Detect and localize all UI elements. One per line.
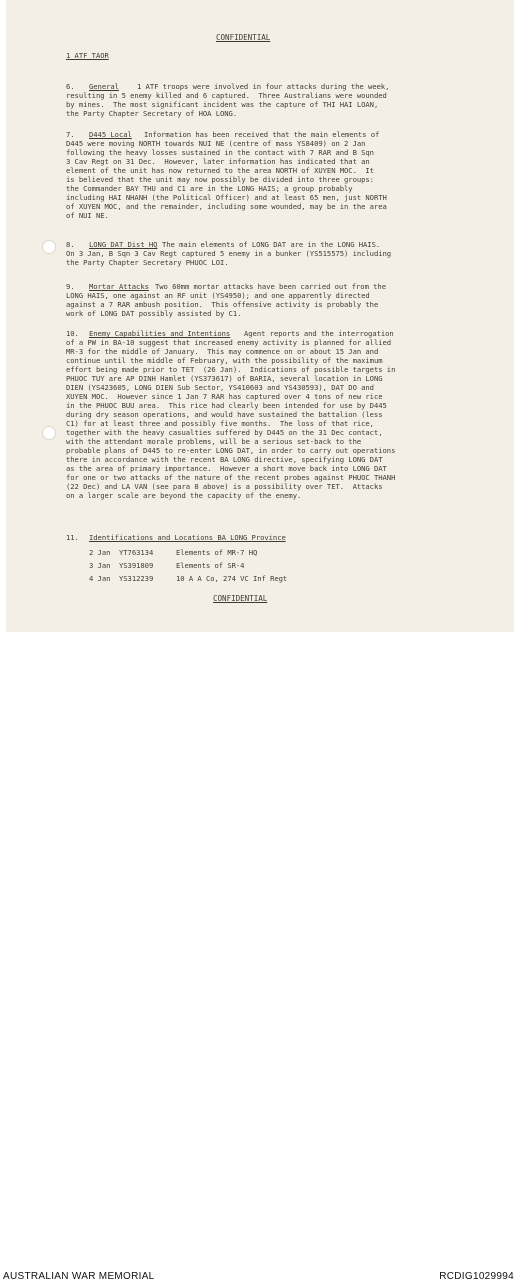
id-row-grid: YT763134 bbox=[119, 548, 154, 557]
para-10-line: MR-3 for the middle of January. This may commence on or about 15 Jan and bbox=[66, 347, 379, 356]
para-10-line: as the area of primary importance. However a short move back into LONG DAT bbox=[66, 464, 387, 473]
para-10-line: for one or two attacks of the nature of the recent probes against PHUOC THANH bbox=[66, 473, 396, 482]
para-10-line: continue until the middle of February, with the possibility of the maximum bbox=[66, 356, 383, 365]
para-10-line: effort being made prior to TET (26 Jan). Indications of possible targets in bbox=[66, 365, 396, 374]
para-11-heading: Identifications and Locations BA LONG Province bbox=[89, 533, 286, 542]
id-row-unit: Elements of SR-4 bbox=[176, 561, 245, 570]
para-10-line: probable plans of D445 to re-enter LONG DAT, in order to carry out operations bbox=[66, 446, 396, 455]
para-7-heading: D445 Local bbox=[89, 130, 132, 139]
institution-name: AUSTRALIAN WAR MEMORIAL bbox=[3, 1271, 155, 1282]
para-10-line: of a PW in BA-10 suggest that increased enemy activity is planned for allied bbox=[66, 338, 392, 347]
para-8-line: the Party Chapter Secretary PHUOC LOI. bbox=[66, 258, 229, 267]
para-9-line: work of LONG DAT possibly assisted by C1. bbox=[66, 309, 242, 318]
para-10-line: DIEN (YS423605, LONG DIEN Sub Sector, YS410603 and YS430593), DAT DO and bbox=[66, 383, 374, 392]
para-6-number: 6. bbox=[66, 82, 75, 91]
id-row-grid: YS391809 bbox=[119, 561, 154, 570]
para-9-heading: Mortar Attacks bbox=[89, 282, 149, 291]
para-7-line: element of the unit has now returned to the area NORTH of XUYEN MOC. It bbox=[66, 166, 374, 175]
para-10-line: XUYEN MOC. However since 1 Jan 7 RAR has captured over 4 tons of new rice bbox=[66, 392, 383, 401]
record-id: RCDIG1029994 bbox=[439, 1271, 514, 1282]
para-7-line: the Commander BAY THU and C1 are in the LONG HAIS; a group probably bbox=[66, 184, 353, 193]
para-7-line: following the heavy losses sustained in the contact with 7 RAR and B Sqn bbox=[66, 148, 374, 157]
para-7-line: of NUI NE. bbox=[66, 211, 109, 220]
id-row-unit: Elements of MR-7 HQ bbox=[176, 548, 258, 557]
para-8-line: The main elements of LONG DAT are in the LONG HAIS. bbox=[162, 240, 381, 249]
para-10-line: C1) for at least three and possibly five months. The loss of that rice, bbox=[66, 419, 374, 428]
id-row-date: 3 Jan bbox=[89, 561, 111, 570]
para-10-line: PHUOC TUY are AP DINH Hamlet (YS373617) of BARIA, several location in LONG bbox=[66, 374, 383, 383]
para-6-line: resulting in 5 enemy killed and 6 captured. Three Australians were wounded bbox=[66, 91, 387, 100]
para-10-line: (22 Dec) and LA VAN (see para 8 above) is a possibility over TET. Attacks bbox=[66, 482, 383, 491]
para-10-line: there in accordance with the recent BA LONG directive, specifying LONG DAT bbox=[66, 455, 383, 464]
para-6-line: 1 ATF troops were involved in four attacks during the week, bbox=[137, 82, 390, 91]
para-7-line: is believed that the unit may now possibly be divided into three groups: bbox=[66, 175, 374, 184]
para-6-line: by mines. The most significant incident was the capture of THI HAI LOAN, bbox=[66, 100, 379, 109]
para-7-line: including HAI NHANH (the Political Officer) and at least 65 men, just NORTH bbox=[66, 193, 387, 202]
para-10-line: together with the heavy casualties suffered by D445 on the 31 Dec contact, bbox=[66, 428, 383, 437]
para-7-line: 3 Cav Regt on 31 Dec. However, later information has indicated that an bbox=[66, 157, 370, 166]
para-7-line: Information has been received that the main elements of bbox=[144, 130, 380, 139]
id-row-date: 2 Jan bbox=[89, 548, 111, 557]
para-6-heading: General bbox=[89, 82, 119, 91]
para-10-line: during dry season operations, and would have sustained the battalion (less bbox=[66, 410, 383, 419]
para-6-line: the Party Chapter Secretary of HOA LONG. bbox=[66, 109, 238, 118]
id-row-unit: 10 A A Co, 274 VC Inf Regt bbox=[176, 574, 288, 583]
id-row-grid: YS312239 bbox=[119, 574, 154, 583]
para-7-number: 7. bbox=[66, 130, 75, 139]
para-7-line: D445 were moving NORTH towards NUI NE (centre of mass YS8409) on 2 Jan bbox=[66, 139, 366, 148]
id-row-date: 4 Jan bbox=[89, 574, 111, 583]
header-classification: CONFIDENTIAL bbox=[216, 33, 271, 42]
document-page bbox=[6, 0, 514, 632]
para-10-line: with the attendant morale problems, will be a serious set-back to the bbox=[66, 437, 362, 446]
para-10-number: 10. bbox=[66, 329, 79, 338]
para-9-line: LONG HAIS, one against an RF unit (YS4950); and one apparently directed bbox=[66, 291, 370, 300]
para-10-line: Agent reports and the interrogation bbox=[244, 329, 394, 338]
para-10-heading: Enemy Capabilities and Intentions bbox=[89, 329, 231, 338]
para-8-line: On 3 Jan, B Sqn 3 Cav Regt captured 5 enemy in a bunker (YS515575) including bbox=[66, 249, 392, 258]
section-title: 1 ATF TAOR bbox=[66, 51, 109, 60]
para-9-line: Two 60mm mortar attacks have been carried out from the bbox=[155, 282, 386, 291]
para-10-line: in the PHUOC BUU area. This rice had clearly been intended for use by D445 bbox=[66, 401, 387, 410]
para-8-number: 8. bbox=[66, 240, 75, 249]
para-7-line: of XUYEN MOC, and the remainder, including some wounded, may be in the area bbox=[66, 202, 387, 211]
footer-classification: CONFIDENTIAL bbox=[213, 594, 268, 603]
para-10-line: on a larger scale are beyond the capacity of the enemy. bbox=[66, 491, 302, 500]
archive-caption-bar bbox=[0, 632, 518, 1282]
para-9-number: 9. bbox=[66, 282, 75, 291]
para-11-number: 11. bbox=[66, 533, 79, 542]
punch-hole-bottom bbox=[42, 426, 56, 440]
para-8-heading: LONG DAT Dist HQ bbox=[89, 240, 158, 249]
punch-hole-top bbox=[42, 240, 56, 254]
para-9-line: against a 7 RAR ambush position. This offensive activity is probably the bbox=[66, 300, 379, 309]
